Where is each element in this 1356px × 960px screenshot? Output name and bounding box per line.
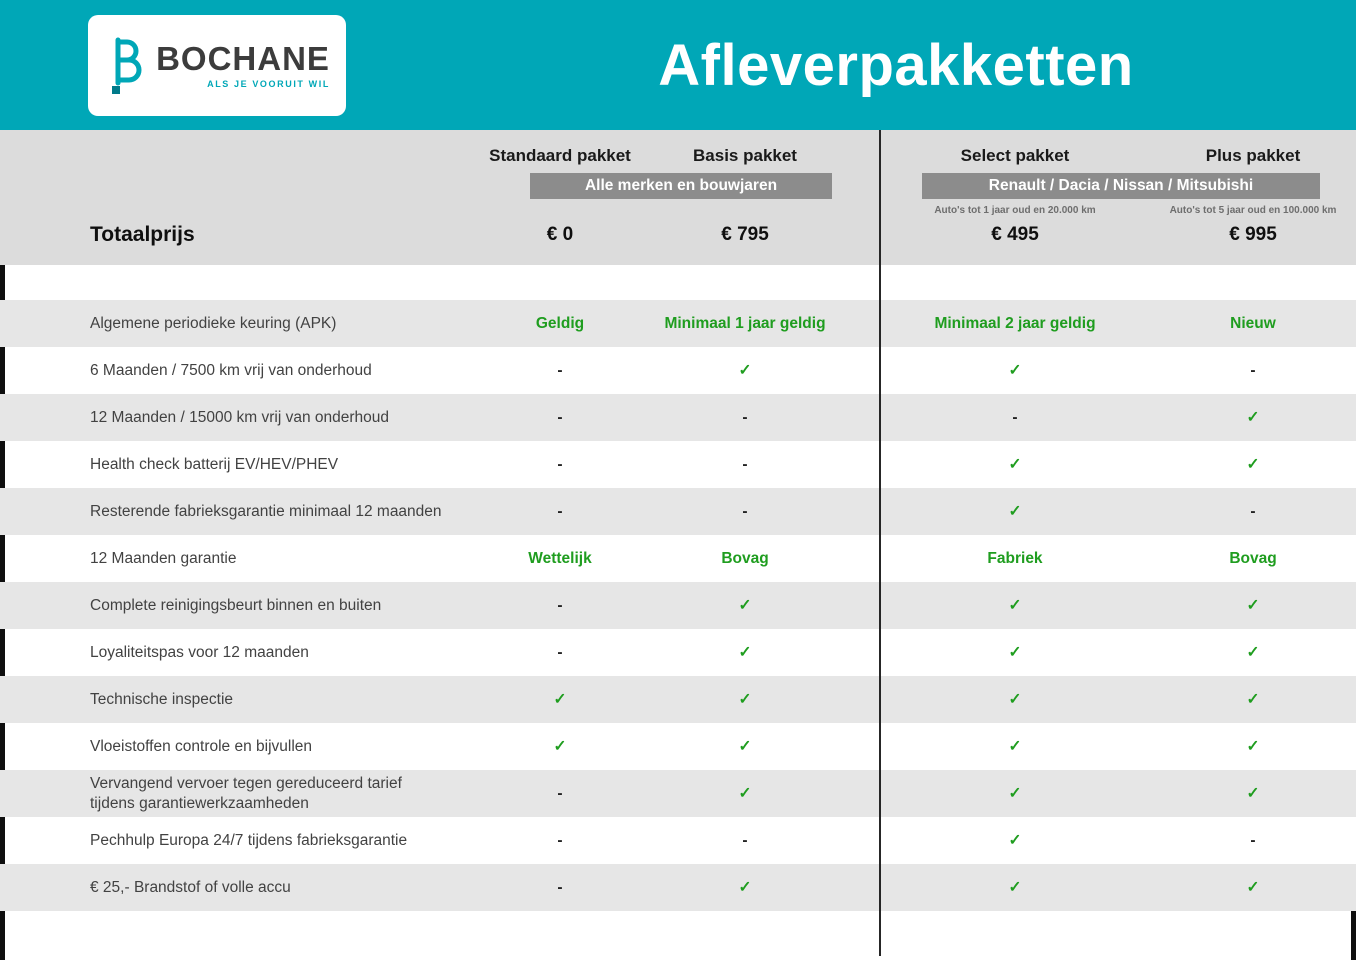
value-select: ✓ xyxy=(1008,738,1022,755)
value-select: Fabriek xyxy=(987,549,1043,567)
package-label-standaard: Standaard pakket xyxy=(489,146,631,165)
value-plus: - xyxy=(1250,502,1256,520)
value-standaard: Geldig xyxy=(535,314,585,332)
value-basis: ✓ xyxy=(738,879,752,896)
value-basis: ✓ xyxy=(738,362,752,379)
package-label-plus: Plus pakket xyxy=(1205,146,1301,165)
brand-banners-row xyxy=(0,173,1356,199)
value-select: ✓ xyxy=(1008,879,1022,896)
value-standaard: - xyxy=(557,408,563,426)
value-basis: Bovag xyxy=(721,549,769,567)
value-basis: ✓ xyxy=(738,691,752,708)
bottom-spacer-row xyxy=(0,911,1356,960)
feature-label: Technische inspectie xyxy=(90,690,234,708)
value-standaard: - xyxy=(557,596,563,614)
value-select: Minimaal 2 jaar geldig xyxy=(934,314,1096,332)
value-select: ✓ xyxy=(1008,691,1022,708)
value-plus: Nieuw xyxy=(1230,314,1276,332)
value-select: - xyxy=(1012,408,1018,426)
value-plus: - xyxy=(1250,831,1256,849)
table-row-loyaliteitspas xyxy=(0,629,1356,676)
table-row-fabrieksgarantie xyxy=(0,488,1356,535)
value-basis: ✓ xyxy=(738,785,752,802)
page-title: Afleverpakketten xyxy=(658,32,1134,98)
logo-wordmark: BOCHANE xyxy=(156,39,330,77)
banner-alle-merken: Alle merken en bouwjaren xyxy=(530,173,832,199)
table-row-vervangend-vervoer xyxy=(0,770,1356,817)
feature-table xyxy=(0,300,1356,911)
table-row-pechhulp xyxy=(0,817,1356,864)
value-standaard: - xyxy=(557,502,563,520)
package-labels-row xyxy=(0,146,1356,166)
feature-label: € 25,- Brandstof of volle accu xyxy=(90,878,291,896)
table-row-12-maanden-onderhoud xyxy=(0,394,1356,441)
feature-label: Pechhulp Europa 24/7 tijdens fabrieksgarantie xyxy=(90,831,408,849)
feature-label: 12 Maanden garantie xyxy=(90,549,237,567)
table-row-6-maanden xyxy=(0,347,1356,394)
value-basis: ✓ xyxy=(738,644,752,661)
value-plus: ✓ xyxy=(1246,738,1260,755)
value-select: ✓ xyxy=(1008,785,1022,802)
value-plus: ✓ xyxy=(1246,785,1260,802)
price-select: € 495 xyxy=(991,224,1039,245)
package-subtitles-row xyxy=(0,205,1356,218)
feature-label: Resterende fabrieksgarantie minimaal 12 maanden xyxy=(90,502,442,520)
value-basis: - xyxy=(742,831,748,849)
value-standaard: - xyxy=(557,831,563,849)
subtitle-plus: Auto's tot 5 jaar oud en 100.000 km xyxy=(1169,205,1337,216)
value-basis: - xyxy=(742,408,748,426)
value-plus: - xyxy=(1250,361,1256,379)
bochane-logo xyxy=(88,15,346,116)
table-row-reinigingsbeurt xyxy=(0,582,1356,629)
value-standaard: - xyxy=(557,643,563,661)
header xyxy=(0,0,1356,130)
value-select: ✓ xyxy=(1008,832,1022,849)
table-row-apk xyxy=(0,300,1356,347)
table-row-health-check xyxy=(0,441,1356,488)
feature-label: Health check batterij EV/HEV/PHEV xyxy=(90,455,339,473)
price-plus: € 995 xyxy=(1229,224,1277,245)
value-select: ✓ xyxy=(1008,503,1022,520)
value-plus: ✓ xyxy=(1246,644,1260,661)
feature-label: 12 Maanden / 15000 km vrij van onderhoud xyxy=(90,408,390,426)
value-basis: ✓ xyxy=(738,597,752,614)
column-header-band xyxy=(0,130,1356,265)
banner-renault-dacia-nissan-mitsubishi: Renault / Dacia / Nissan / Mitsubishi xyxy=(922,173,1320,199)
value-select: ✓ xyxy=(1008,644,1022,661)
feature-label: Vervangend vervoer tegen gereduceerd tarief tijdens garantiewerkzaamheden xyxy=(90,775,402,812)
value-standaard: ✓ xyxy=(553,738,567,755)
subtitle-select: Auto's tot 1 jaar oud en 20.000 km xyxy=(934,205,1096,216)
value-basis: - xyxy=(742,502,748,520)
table-row-vloeistoffen xyxy=(0,723,1356,770)
bochane-logo-icon xyxy=(104,36,146,94)
package-label-basis: Basis pakket xyxy=(693,146,797,165)
value-basis: ✓ xyxy=(738,738,752,755)
price-basis: € 795 xyxy=(721,224,769,245)
package-label-select: Select pakket xyxy=(960,146,1070,165)
table-row-brandstof xyxy=(0,864,1356,911)
value-standaard: - xyxy=(557,455,563,473)
value-standaard: - xyxy=(557,361,563,379)
value-standaard: - xyxy=(557,784,563,802)
value-standaard: Wettelijk xyxy=(528,549,592,567)
total-price-label: Totaalprijs xyxy=(90,223,195,246)
column-group-divider xyxy=(879,130,881,956)
value-plus: ✓ xyxy=(1246,597,1260,614)
total-price-row xyxy=(0,223,1356,247)
feature-label: Algemene periodieke keuring (APK) xyxy=(90,314,337,332)
value-basis: Minimaal 1 jaar geldig xyxy=(664,314,826,332)
logo-tagline: ALS JE VOORUIT WIL xyxy=(207,78,330,89)
table-row-technische-inspectie xyxy=(0,676,1356,723)
logo-text xyxy=(156,39,330,89)
value-basis: - xyxy=(742,455,748,473)
feature-label: Vloeistoffen controle en bijvullen xyxy=(90,737,313,755)
feature-label: Complete reinigingsbeurt binnen en buiten xyxy=(90,596,382,614)
spacer-row xyxy=(0,265,1356,300)
value-select: ✓ xyxy=(1008,362,1022,379)
value-standaard: ✓ xyxy=(553,691,567,708)
table-row-garantie xyxy=(0,535,1356,582)
value-plus: ✓ xyxy=(1246,691,1260,708)
price-standaard: € 0 xyxy=(546,224,574,245)
value-standaard: - xyxy=(557,878,563,896)
feature-label: Loyaliteitspas voor 12 maanden xyxy=(90,643,309,661)
value-plus: ✓ xyxy=(1246,879,1260,896)
value-select: ✓ xyxy=(1008,456,1022,473)
value-plus: Bovag xyxy=(1229,549,1277,567)
value-select: ✓ xyxy=(1008,597,1022,614)
feature-label: 6 Maanden / 7500 km vrij van onderhoud xyxy=(90,361,372,379)
value-plus: ✓ xyxy=(1246,456,1260,473)
value-plus: ✓ xyxy=(1246,409,1260,426)
